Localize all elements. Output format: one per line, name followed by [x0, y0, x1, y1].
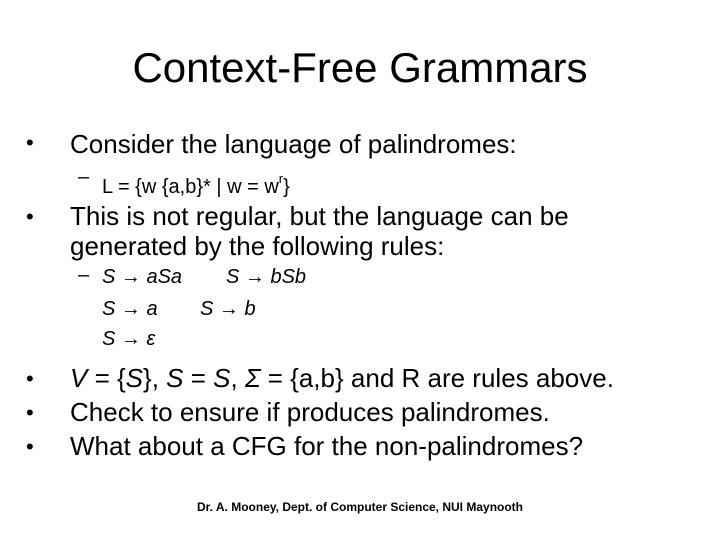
- bullet-non-palindromes: What about a CFG for the non-palindromes?: [70, 431, 584, 461]
- language-middle: {a,b}* | w = w: [161, 176, 279, 198]
- slide-title: Context-Free Grammars: [132, 44, 588, 91]
- bullet-glyph: •: [26, 400, 34, 425]
- rule-epsilon: S → ε: [102, 328, 156, 350]
- start-symbol: S: [213, 363, 231, 393]
- text-segment: = {: [87, 363, 126, 393]
- bullet-glyph: •: [26, 434, 34, 459]
- rule-bsb: S → bSb: [226, 266, 307, 288]
- start-symbol: S: [166, 363, 184, 393]
- text-segment: =: [183, 363, 214, 393]
- bullet-palindromes: Consider the language of palindromes:: [70, 129, 517, 159]
- bullet-glyph: •: [26, 366, 34, 391]
- bullet-check-palindromes: Check to ensure if produces palindromes.: [70, 397, 550, 427]
- slide-footer: Dr. A. Mooney, Dept. of Computer Science, NUI Maynooth: [196, 500, 524, 514]
- variables-symbol: V: [70, 363, 88, 393]
- alphabet-symbol: Σ: [244, 363, 261, 393]
- grammar-definition: [70, 362, 614, 394]
- rule-b: S → b: [200, 298, 256, 320]
- bullet-not-regular-line2: generated by the following rules:: [70, 231, 445, 261]
- rule-asa: S → aSa: [102, 266, 183, 288]
- bullet-glyph: •: [26, 204, 34, 229]
- rule-a: S → a: [102, 298, 158, 320]
- text-segment: ,: [230, 363, 245, 393]
- dash-glyph: –: [78, 166, 90, 188]
- text-segment: },: [143, 363, 167, 393]
- language-definition: [102, 166, 290, 200]
- bullet-glyph: •: [26, 130, 34, 155]
- language-suffix: }: [283, 176, 290, 198]
- dash-glyph: –: [78, 264, 90, 286]
- reverse-superscript: r: [278, 171, 284, 186]
- text-segment: = {a,b} and R are rules above.: [260, 363, 614, 393]
- bullet-not-regular-line1: This is not regular, but the language can be: [70, 201, 569, 231]
- language-prefix: L = {w: [102, 176, 157, 198]
- start-symbol: S: [125, 363, 144, 393]
